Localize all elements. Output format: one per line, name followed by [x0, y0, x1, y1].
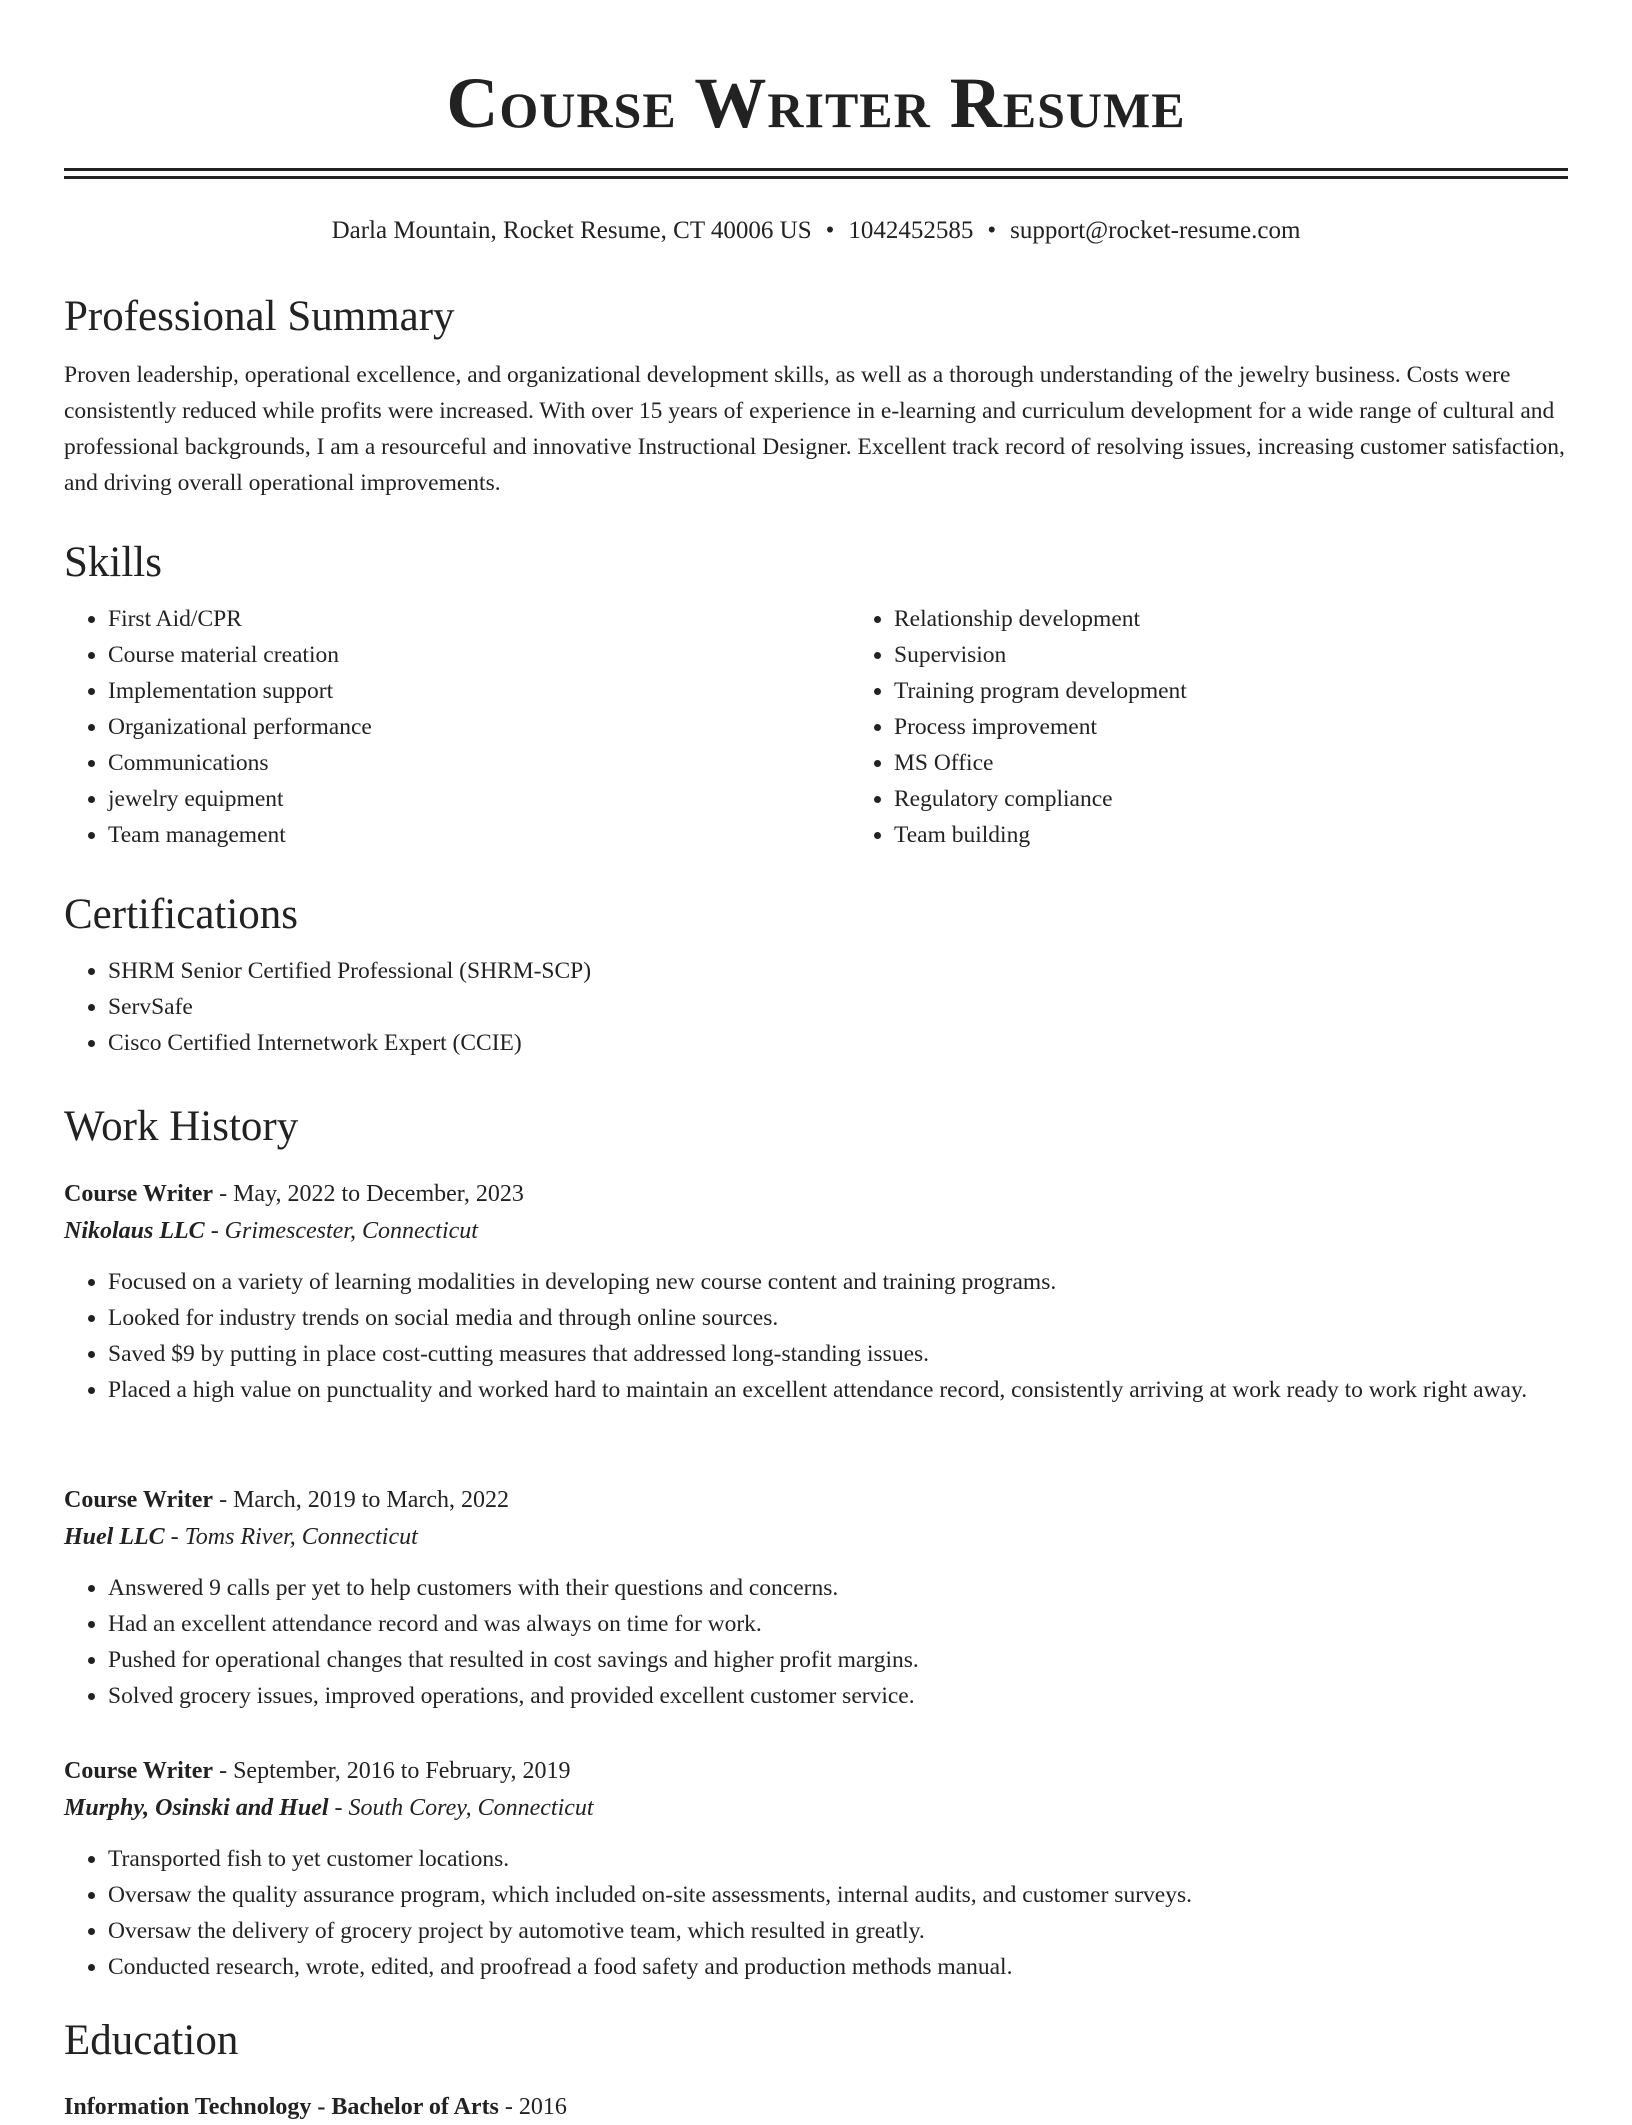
job-company: Murphy, Osinski and Huel [64, 1795, 329, 1821]
education-section [64, 2015, 1568, 2125]
job-title: Course Writer [64, 1181, 214, 1207]
job-title-line [64, 1753, 1568, 1789]
job-entry [64, 1482, 1568, 1714]
job-bullet: • Focused on a variety of learning modalities in developing new course content and training programs. [108, 1264, 1568, 1300]
job-company-line [64, 1789, 1568, 1827]
job-entry [64, 1176, 1568, 1408]
skill-item: • Organizational performance [108, 709, 850, 745]
job-location: - Grimescester, Connecticut [204, 1218, 478, 1244]
summary-heading: Professional Summary [64, 293, 455, 340]
job-dates: - September, 2016 to February, 2019 [213, 1758, 571, 1784]
contact-email[interactable]: support@rocket-resume.com [1010, 217, 1301, 244]
certifications-heading: Certifications [64, 891, 299, 938]
job-dates: - March, 2019 to March, 2022 [213, 1487, 510, 1513]
skill-item: • Implementation support [108, 673, 850, 709]
job-title-line [64, 1176, 1568, 1212]
skill-item: • Team management [108, 817, 850, 853]
job-title: Course Writer [64, 1758, 214, 1784]
skills-section [64, 537, 1568, 853]
work-history-section [64, 1101, 1568, 1153]
contact-line [64, 215, 1568, 247]
contact-separator: • [825, 217, 835, 244]
certification-item: • SHRM Senior Certified Professional (SHRM-SCP) [108, 953, 1568, 989]
job-bullet: • Solved grocery issues, improved operations, and provided excellent customer service. [108, 1678, 1568, 1714]
skill-item: • Supervision [894, 637, 1187, 673]
job-company: Nikolaus LLC [64, 1218, 205, 1244]
job-bullet: • Placed a high value on punctuality and worked hard to maintain an excellent attendance record, consistently arriving at work ready to work right away. [108, 1372, 1568, 1408]
title-divider [64, 168, 1568, 179]
resume-title: Course Writer Resume [446, 63, 1186, 143]
skills-columns [64, 601, 1568, 853]
job-location: - Toms River, Connecticut [164, 1524, 418, 1550]
summary-section [64, 291, 1568, 501]
skills-list-right [850, 601, 1187, 853]
job-bullets [64, 1570, 1568, 1714]
skill-item: • Process improvement [894, 709, 1187, 745]
job-title-line [64, 1482, 1568, 1518]
job-company: Huel LLC [64, 1524, 165, 1550]
job-company-line [64, 1212, 1568, 1250]
skill-item: • First Aid/CPR [108, 601, 850, 637]
job-bullet: • Transported fish to yet customer locations. [108, 1841, 1568, 1877]
job-bullets [64, 1841, 1568, 1985]
certification-item: • ServSafe [108, 989, 1568, 1025]
job-bullet: • Answered 9 calls per yet to help customers with their questions and concerns. [108, 1570, 1568, 1606]
skill-item: • Relationship development [894, 601, 1187, 637]
skill-item: • MS Office [894, 745, 1187, 781]
certifications-list [64, 953, 1568, 1061]
job-bullet: • Conducted research, wrote, edited, and proofread a food safety and production methods manual. [108, 1949, 1568, 1985]
job-entry [64, 1753, 1568, 1985]
skills-heading: Skills [64, 539, 162, 586]
job-title: Course Writer [64, 1487, 214, 1513]
job-bullet: • Oversaw the delivery of grocery project by automotive team, which resulted in greatly. [108, 1913, 1568, 1949]
education-degree: Information Technology - Bachelor of Arts [64, 2094, 499, 2120]
skill-item: • Communications [108, 745, 850, 781]
job-bullet: • Looked for industry trends on social media and through online sources. [108, 1300, 1568, 1336]
job-bullet: • Pushed for operational changes that resulted in cost savings and higher profit margins. [108, 1642, 1568, 1678]
contact-address: Darla Mountain, Rocket Resume, CT 40006 US [331, 217, 812, 244]
skill-item: • jewelry equipment [108, 781, 850, 817]
job-bullets [64, 1264, 1568, 1408]
contact-separator: • [987, 217, 997, 244]
summary-text: Proven leadership, operational excellence, and organizational development skills, as well as a thorough understanding of the jewelry business. Costs were consistently reduced while profits were increased. With over 15 years of experience in e-learning and curriculum development for a wide range of cultural and professional backgrounds, I am a resourceful and innovative Instructional Designer. Excellent track record of resolving issues, increasing customer satisfaction, and driving overall operational improvements. [64, 362, 1565, 496]
skill-item: • Regulatory compliance [894, 781, 1187, 817]
job-bullet: • Oversaw the quality assurance program, which included on-site assessments, internal audits, and customer surveys. [108, 1877, 1568, 1913]
work-history-heading: Work History [64, 1103, 299, 1150]
education-heading: Education [64, 2017, 239, 2064]
contact-phone: 1042452585 [848, 217, 974, 244]
job-bullet: • Saved $9 by putting in place cost-cutting measures that addressed long-standing issues. [108, 1336, 1568, 1372]
education-line [64, 2089, 1568, 2125]
job-bullet: • Had an excellent attendance record and was always on time for work. [108, 1606, 1568, 1642]
skill-item: • Course material creation [108, 637, 850, 673]
skills-list-left [64, 601, 850, 853]
job-location: - South Corey, Connecticut [328, 1795, 594, 1821]
skill-item: • Team building [894, 817, 1187, 853]
certifications-section [64, 889, 1568, 1061]
education-year: - 2016 [498, 2094, 567, 2120]
certification-item: • Cisco Certified Internetwork Expert (CCIE) [108, 1025, 1568, 1061]
job-company-line [64, 1518, 1568, 1556]
skill-item: • Training program development [894, 673, 1187, 709]
job-dates: - May, 2022 to December, 2023 [213, 1181, 524, 1207]
